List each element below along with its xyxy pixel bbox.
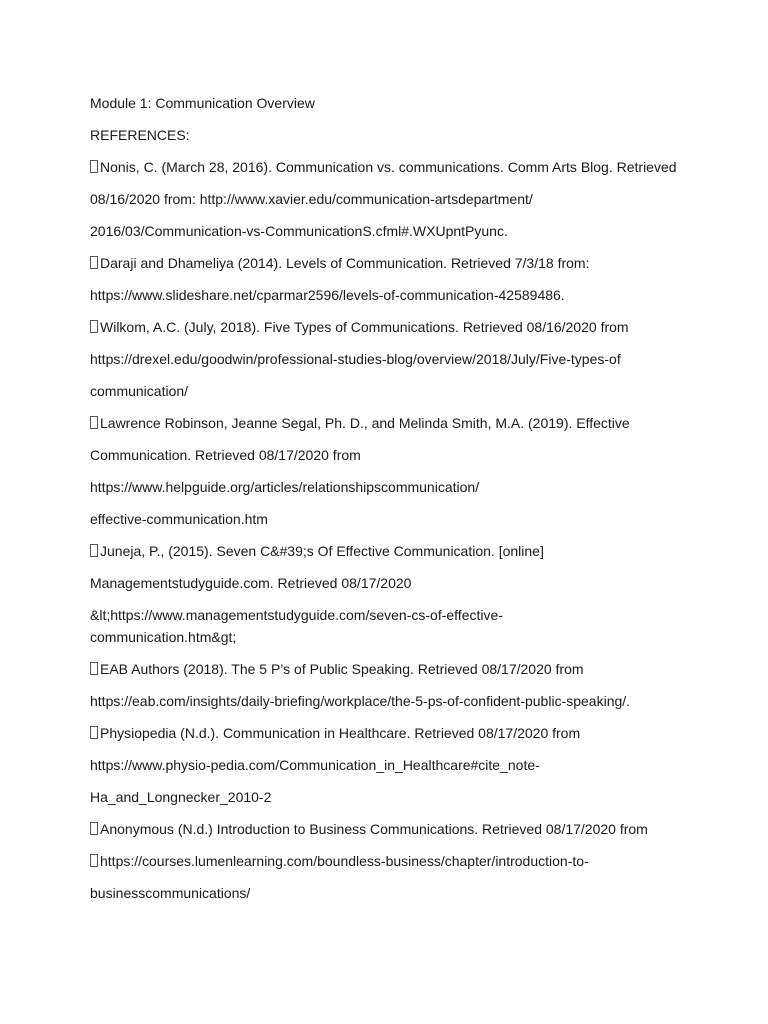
reference-7-line-3: Ha_and_Longnecker_2010-2 xyxy=(90,789,272,805)
reference-4-line-3: https://www.helpguide.org/articles/relationshipscommunication/ xyxy=(90,479,480,495)
reference-2-line-2: https://www.slideshare.net/cparmar2596/levels-of-communication-42589486. xyxy=(90,287,565,303)
references-heading: REFERENCES: xyxy=(90,127,190,143)
reference-4-line-4: effective-communication.htm xyxy=(90,511,268,527)
reference-4-line-2: Communication. Retrieved 08/17/2020 from xyxy=(90,447,361,463)
reference-6-line-1: EAB Authors (2018). The 5 P’s of Public Speaking. Retrieved 08/17/2020 from xyxy=(90,658,690,680)
missing-glyph-bullet-icon xyxy=(90,160,98,173)
reference-7-line-1: Physiopedia (N.d.). Communication in Healthcare. Retrieved 08/17/2020 from xyxy=(90,722,690,744)
reference-6-line-2: https://eab.com/insights/daily-briefing/workplace/the-5-ps-of-confident-public-speaking/. xyxy=(90,693,631,709)
reference-8-line-2: https://courses.lumenlearning.com/boundless-business/chapter/introduction-to- xyxy=(90,850,690,872)
missing-glyph-bullet-icon xyxy=(90,416,98,429)
missing-glyph-bullet-icon xyxy=(90,544,98,557)
reference-2-line-1: Daraji and Dhameliya (2014). Levels of Communication. Retrieved 7/3/18 from: xyxy=(90,252,690,274)
reference-1-line-2: 08/16/2020 from: http://www.xavier.edu/communication-artsdepartment/ xyxy=(90,191,533,207)
reference-5-line-3: &lt;https://www.managementstudyguide.com/seven-cs-of-effective- communication.htm&gt; xyxy=(90,607,503,645)
missing-glyph-bullet-icon xyxy=(90,662,98,675)
missing-glyph-bullet-icon xyxy=(90,256,98,269)
document-title: Module 1: Communication Overview xyxy=(90,95,315,111)
reference-3-line-3: communication/ xyxy=(90,383,189,399)
reference-5-line-2: Managementstudyguide.com. Retrieved 08/17/2020 xyxy=(90,575,412,591)
reference-7-line-2: https://www.physio-pedia.com/Communication_in_Healthcare#cite_note- xyxy=(90,757,540,773)
reference-1-line-1: Nonis, C. (March 28, 2016). Communication vs. communications. Comm Arts Blog. Retrieved xyxy=(90,156,690,178)
reference-4-line-1: Lawrence Robinson, Jeanne Segal, Ph. D., and Melinda Smith, M.A. (2019). Effective xyxy=(90,412,690,434)
document-content xyxy=(90,92,690,914)
reference-1-line-3: 2016/03/Communication-vs-CommunicationS.cfml#.WXUpntPyunc. xyxy=(90,223,508,239)
missing-glyph-bullet-icon xyxy=(90,320,98,333)
reference-5-line-1: Juneja, P., (2015). Seven C&#39;s Of Effective Communication. [online] xyxy=(90,540,690,562)
missing-glyph-bullet-icon xyxy=(90,854,98,867)
reference-3-line-2: https://drexel.edu/goodwin/professional-studies-blog/overview/2018/July/Five-types-of xyxy=(90,351,621,367)
reference-8-line-1: Anonymous (N.d.) Introduction to Business Communications. Retrieved 08/17/2020 from xyxy=(90,818,690,840)
reference-8-line-3: businesscommunications/ xyxy=(90,885,251,901)
missing-glyph-bullet-icon xyxy=(90,726,98,739)
reference-3-line-1: Wilkom, A.C. (July, 2018). Five Types of Communications. Retrieved 08/16/2020 from xyxy=(90,316,690,338)
missing-glyph-bullet-icon xyxy=(90,822,98,835)
